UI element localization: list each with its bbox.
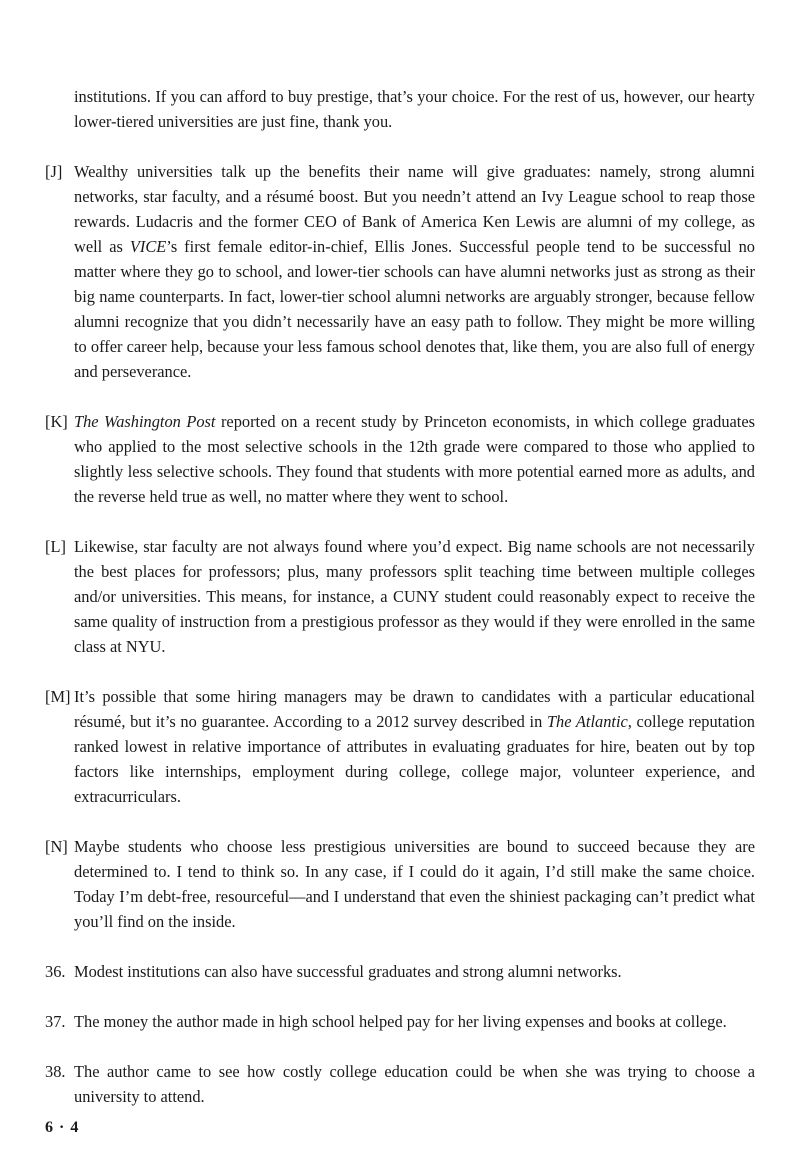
- paragraph-label: [K]: [45, 412, 68, 431]
- paragraph-text: Maybe students who choose less prestigious universities are bound to succeed because they are determined to. I tend to think so. In any case, if I could do it again, I’d still make the same choice. Today I’m debt-free, resourceful—and I understand that even the shiniest packaging can’t predict what you’ll find on the inside.: [74, 837, 755, 931]
- paragraph-text-after: ’s first female editor-in-chief, Ellis Jones. Successful people tend to be successful no matter where they go to school, and lower-tier schools can have alumni networks just as strong as their big name counterparts. In fact, lower-tier school alumni networks are arguably stronger, because fellow alumni recognize that you didn’t necessarily have an easy path to follow. They might be more willing to offer career help, because your less famous school denotes that, like them, you are also full of energy and perseverance.: [74, 237, 755, 381]
- paragraph-k: [45, 409, 755, 509]
- document-page: [45, 84, 755, 1134]
- paragraph-l: [45, 534, 755, 659]
- question-37: [45, 1009, 755, 1034]
- paragraph-label: [J]: [45, 162, 63, 181]
- paragraph-text: It’s possible that some hiring managers may be drawn to candidates with a particular educational résumé, but it’s no guarantee. According to a 2012 survey described in: [74, 687, 755, 731]
- paragraph-label: [N]: [45, 837, 68, 856]
- paragraph-text-after: reported on a recent study by Princeton economists, in which college graduates who applied to the most selective schools in the 12th grade were compared to those who applied to slightly less selective schools. They found that students with more potential earned more as adults, and the reverse held true as well, no matter where they went to school.: [74, 412, 755, 506]
- paragraph-label: [M]: [45, 687, 71, 706]
- publication-title: The Washington Post: [74, 412, 216, 431]
- question-number: 36.: [45, 962, 66, 981]
- paragraph-m: [45, 684, 755, 809]
- paragraph-j: [45, 159, 755, 384]
- question-text: The author came to see how costly college education could be when she was trying to choose a university to attend.: [74, 1062, 755, 1106]
- question-text: Modest institutions can also have successful graduates and strong alumni networks.: [74, 962, 622, 981]
- paragraph-n: [45, 834, 755, 934]
- page-number: 6 · 4: [45, 1119, 80, 1136]
- paragraph-text: Wealthy universities talk up the benefits their name will give graduates: namely, strong alumni networks, star faculty, and a résumé boost. But you needn’t attend an Ivy League school to reap those rewards. Ludacris and the former CEO of Bank of America Ken Lewis are alumni of my college, as well as: [74, 162, 755, 256]
- question-36: [45, 959, 755, 984]
- paragraph-text: Likewise, star faculty are not always found where you’d expect. Big name schools are not necessarily the best places for professors; plus, many professors split teaching time between multiple colleges and/or universities. This means, for instance, a CUNY student could reasonably expect to receive the same quality of instruction from a prestigious professor as they would if they were enrolled in the same class at NYU.: [74, 537, 755, 656]
- question-number: 37.: [45, 1012, 66, 1031]
- paragraph-label: [L]: [45, 537, 66, 556]
- question-text: The money the author made in high school helped pay for her living expenses and books at college.: [74, 1012, 727, 1031]
- paragraph-text-after: , college reputation ranked lowest in relative importance of attributes in evaluating graduates for hire, beaten out by top factors like internships, employment during college, college major, volunteer experience, and extracurriculars.: [74, 712, 756, 806]
- question-38: [45, 1059, 755, 1109]
- continued-paragraph: institutions. If you can afford to buy prestige, that’s your choice. For the rest of us, however, our hearty lower-tiered universities are just fine, thank you.: [74, 87, 755, 131]
- publication-title: The Atlantic: [546, 712, 628, 731]
- question-number: 38.: [45, 1062, 66, 1081]
- publication-title: VICE: [129, 237, 167, 256]
